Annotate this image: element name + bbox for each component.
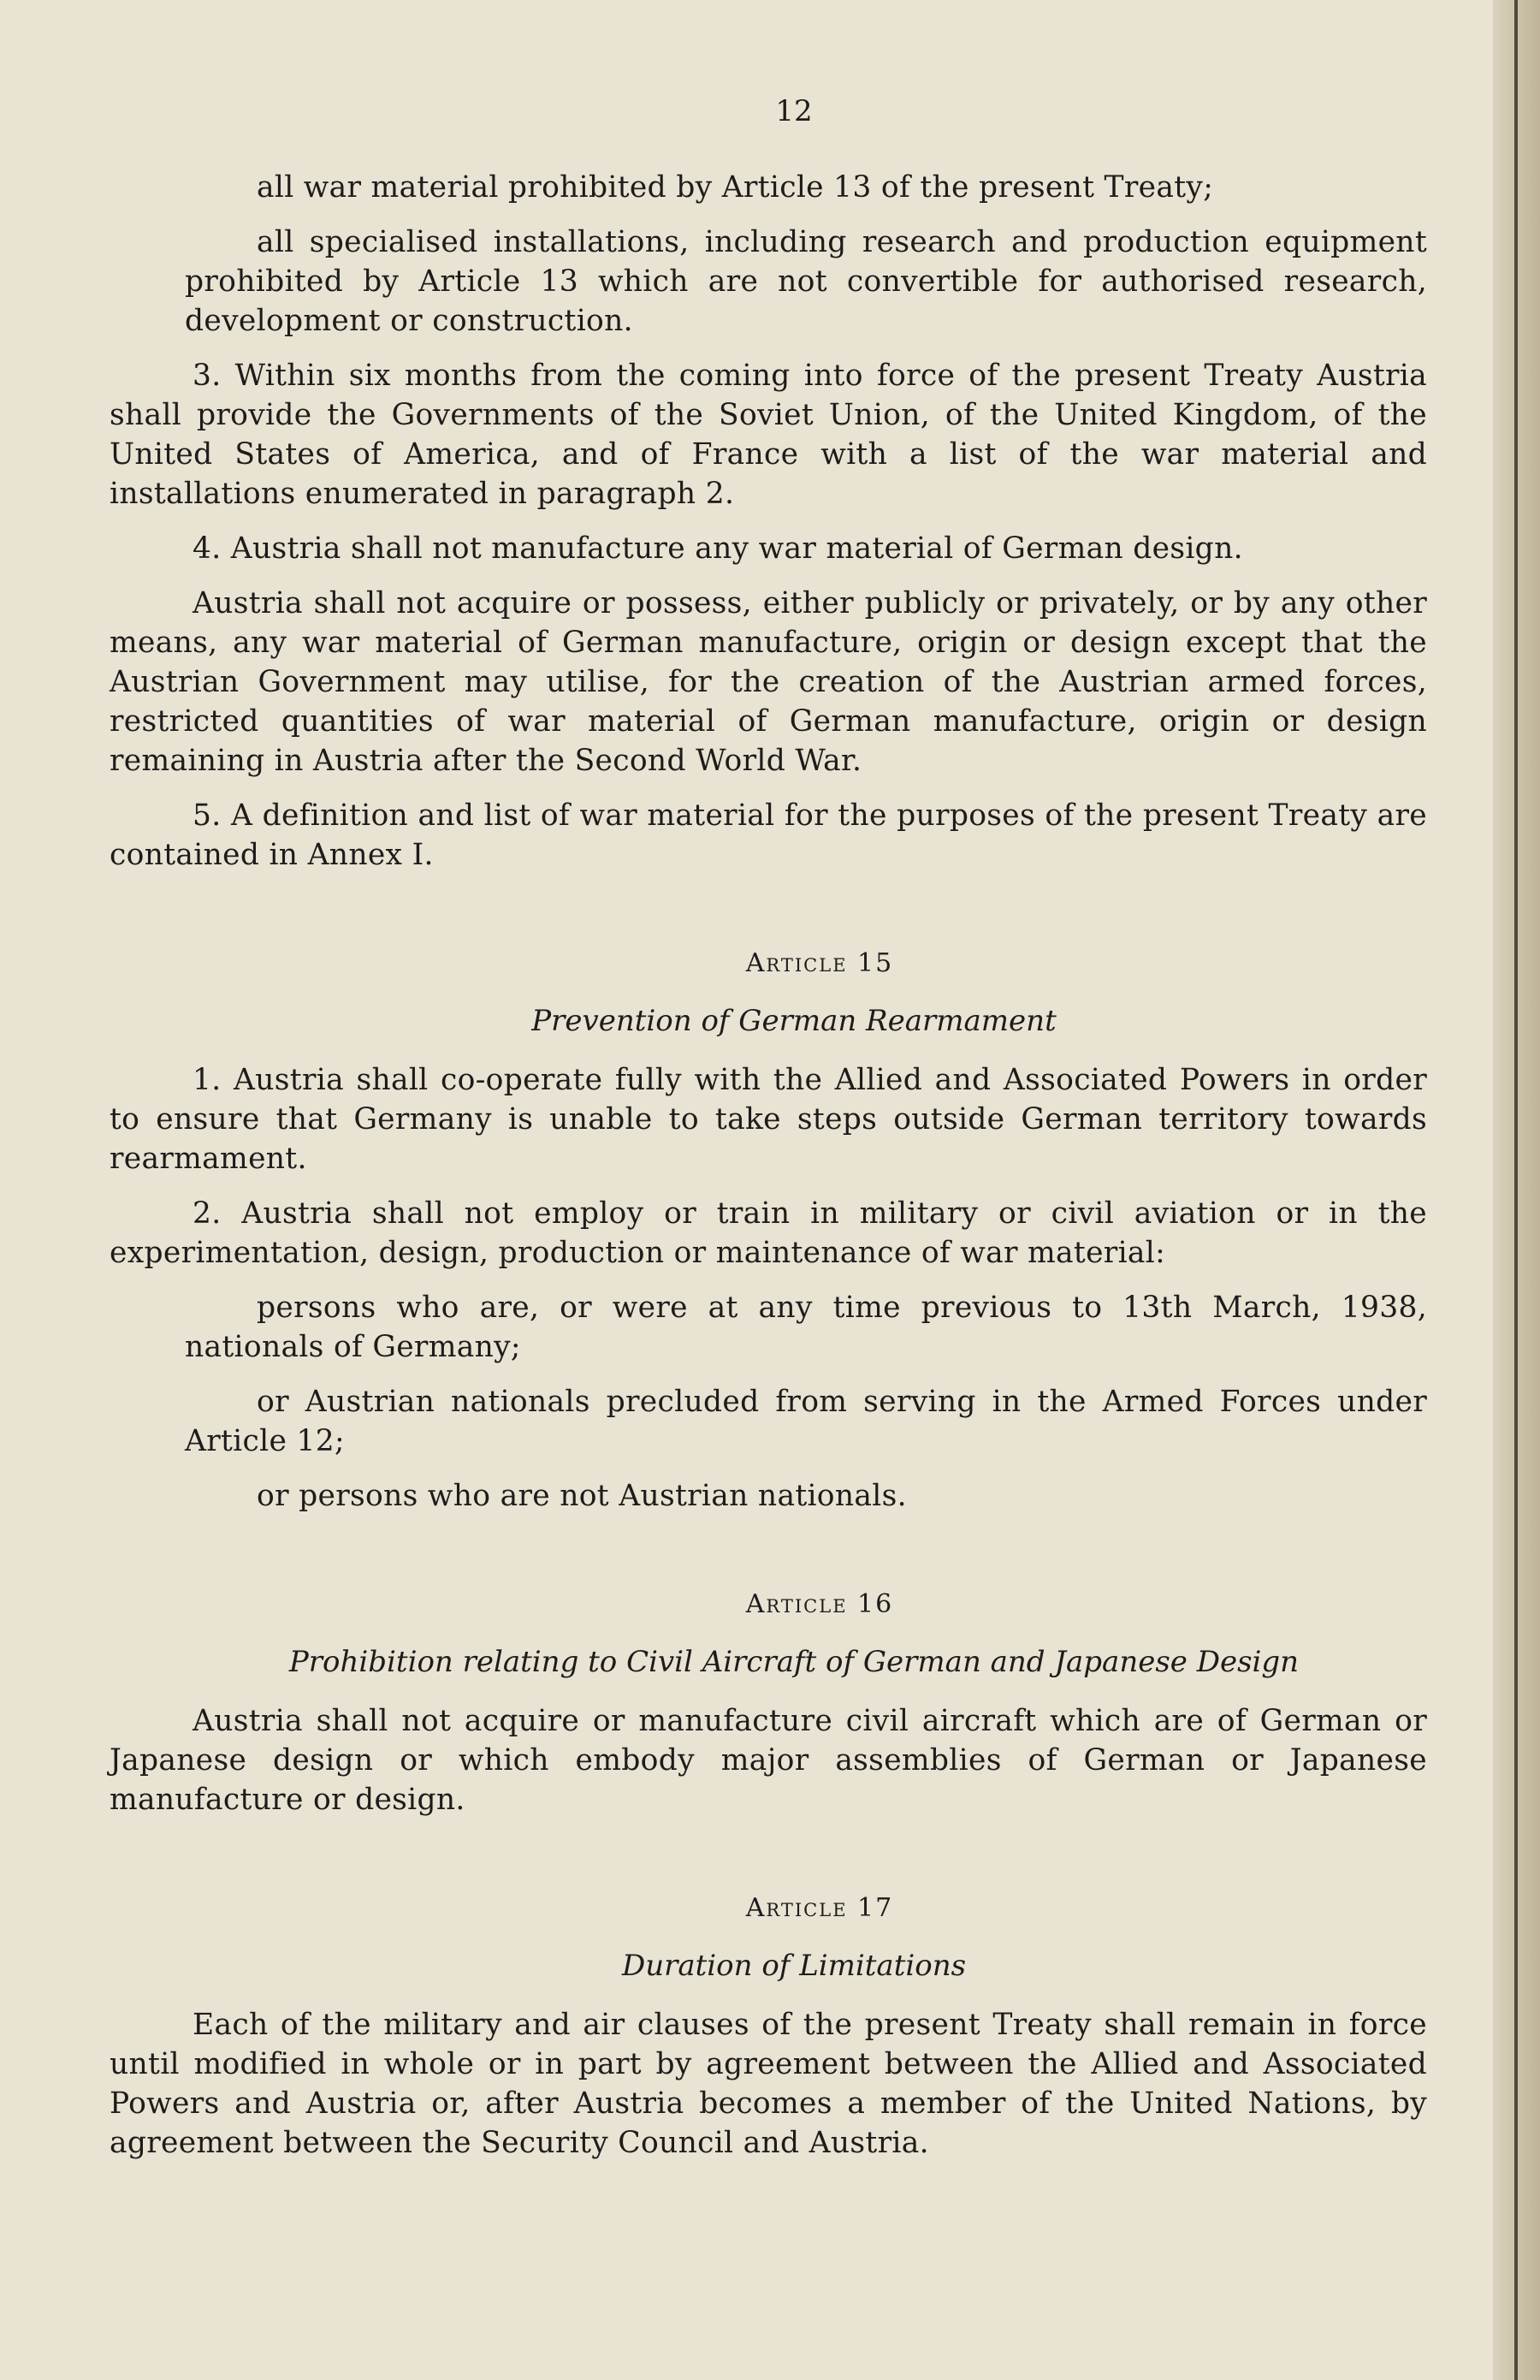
paragraph-4-continued: Austria shall not acquire or possess, either publicly or privately, or by any other means, any war material of German manufacture, origin or design except that the Austrian Government may utilise, for the creation of the Austrian armed forces, restricted quantities of war material of German manufacture, origin or design remaining in Austria after the Second World War. [110,586,1427,778]
article-16-title: Prohibition relating to Civil Aircraft of German and Japanese Design [288,1645,1300,1679]
article-15-item-1: persons who are, or were at any time previous to 13th March, 1938, nationals of Germany; [185,1291,1427,1364]
paragraph-3: 3. Within six months from the coming into force of the present Treaty Austria shall provide the Governments of the Soviet Union, of the United Kingdom, of the United States of America, and of France with a list of the war material and installations enumerated in paragraph 2. [110,359,1427,511]
article-16-paragraph: Austria shall not acquire or manufacture civil aircraft which are of German or Japanese design or which embody major assemblies of German or Japanese manufacture or design. [110,1704,1427,1817]
article-17-title: Duration of Limitations [621,1949,967,1983]
article-15-item-3: or persons who are not Austrian nationals. [257,1479,907,1513]
paragraph-war-material-item: all war material prohibited by Article 13 of the present Treaty; [257,170,1214,205]
article-15-item-2: or Austrian nationals precluded from serving in the Armed Forces under Article 12; [185,1385,1427,1458]
article-15-paragraph-2: 2. Austria shall not employ or train in military or civil aviation or in the experimentation, design, production or maintenance of war material: [110,1196,1427,1270]
article-17-paragraph: Each of the military and air clauses of the present Treaty shall remain in force until modified in whole or in part by agreement between the Allied and Associated Powers and Austria or, after Austria becomes a member of the United Nations, by agreement between the Security Council and Austria. [110,2008,1427,2160]
article-16-heading: Article 16 [745,1589,894,1619]
article-15-title: Prevention of German Rearmament [531,1004,1057,1038]
article-17-heading: Article 17 [745,1893,894,1923]
gutter-edge-line [1514,0,1518,2380]
paragraph-installations-item: all specialised installations, including research and production equipment prohibited by Article 13 which are not convertible for authorised research, development or construction. [185,225,1427,338]
article-15-paragraph-1: 1. Austria shall co-operate fully with the Allied and Associated Powers in order to ensure that Germany is unable to take steps outside German territory towards rearmament. [110,1063,1427,1176]
page-content [110,94,1427,2178]
paragraph-4: 4. Austria shall not manufacture any war material of German design. [192,531,1243,566]
article-15-heading: Article 15 [745,948,894,978]
paragraph-5: 5. A definition and list of war material for the purposes of the present Treaty are contained in Annex I. [110,798,1427,872]
page-number: 12 [775,94,813,128]
